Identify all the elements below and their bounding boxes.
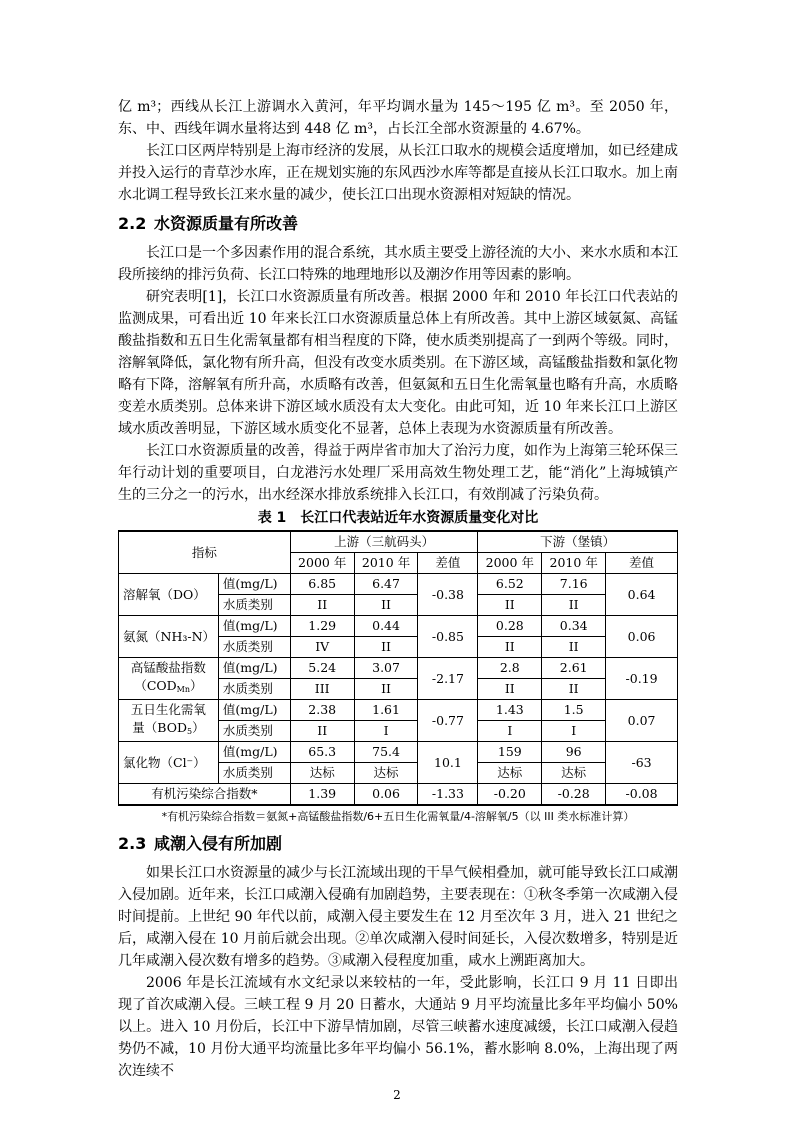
paragraph: 长江口是一个多因素作用的混合系统，其水质主要受上游径流的大小、来水水质和本江段所接纳的排污负荷、长江口特殊的地理地形以及潮汐作用等因素的影响。 bbox=[118, 245, 678, 283]
paragraph: 亿 m³；西线从长江上游调水入黄河，年平均调水量为 145～195 亿 m³。至 2050 年，东、中、西线年调水量将达到 448 亿 m³，占长江全部水资源量的 4.67%。 bbox=[118, 99, 678, 137]
row-subtype: 值(mg/L) bbox=[218, 700, 290, 721]
table-cell: 0.64 bbox=[606, 574, 678, 616]
page-number: 2 bbox=[393, 1088, 401, 1102]
row-subtype: 水质类别 bbox=[218, 679, 290, 700]
table-cell: II bbox=[354, 637, 418, 658]
row-name bbox=[119, 700, 219, 742]
table-cell: 1.5 bbox=[542, 700, 606, 721]
table-cell: -0.08 bbox=[606, 784, 678, 806]
row-subtype: 水质类别 bbox=[218, 763, 290, 784]
table-cell: 3.07 bbox=[354, 658, 418, 679]
table-cell: 达标 bbox=[478, 763, 542, 784]
table-cell: 2.61 bbox=[542, 658, 606, 679]
table-cell: 159 bbox=[478, 742, 542, 763]
row-name: 氯化物（Cl⁻） bbox=[119, 742, 219, 784]
row-name: 溶解氧（DO） bbox=[119, 574, 219, 616]
table-cell: 96 bbox=[542, 742, 606, 763]
section-title: 咸潮入侵有所加剧 bbox=[154, 834, 283, 853]
paragraph: 研究表明[1]，长江口水资源质量有所改善。根据 2000 年和 2010 年长江口代表站的监测成果，可看出近 10 年来长江口水资源质量总体上有所改善。其中上游区域氨氮、高锰酸盐指数和五日生化需氧量都有相当程度的下降，使水质类别提高了一到两个等级。同时，溶解氧降低，氯化物有所升高，但没有改变水质类别。在下游区域，高锰酸盐指数和氯化物略有下降，溶解氧有所升高，水质略有改善，但氨氮和五日生化需氧量也略有升高，水质略变差水质类别。总体来讲下游区域水质没有太大变化。由此可知，近 10 年来长江口上游区域水质改善明显，下游区域水质变化不显著，总体上表现为水资源质量有所改善。 bbox=[118, 289, 678, 437]
row-subtype: 值(mg/L) bbox=[218, 616, 290, 637]
table-cell: 0.34 bbox=[542, 616, 606, 637]
paragraph: 2006 年是长江流域有水文纪录以来较枯的一年，受此影响，长江口 9 月 11 日即出现了首次咸潮入侵。三峡工程 9 月 20 日蓄水，大通站 9 月平均流量比多年平均偏小 50%以上。进入 10 月份后，长江中下游旱情加剧，尽管三峡蓄水速度减缓，长江口咸潮入侵趋势仍不减，10 月份大通平均流量比多年平均偏小 56.1%，蓄水影响 8.0%，上海出现了两次连续不 bbox=[118, 975, 678, 1079]
table-cell: -0.85 bbox=[418, 616, 478, 658]
table-cell: II bbox=[478, 679, 542, 700]
row-name bbox=[119, 658, 219, 700]
header-diff: 差值 bbox=[606, 553, 678, 574]
table-title: 表 1 长江口代表站近年水资源质量变化对比 bbox=[257, 510, 539, 526]
table-cell: 2.38 bbox=[290, 700, 354, 721]
row-subtype: 水质类别 bbox=[218, 595, 290, 616]
row-name: 氨氮（NH₃-N） bbox=[119, 616, 219, 658]
row-subtype: 值(mg/L) bbox=[218, 658, 290, 679]
section-heading bbox=[118, 212, 678, 236]
section-heading bbox=[118, 832, 678, 856]
table-cell: 1.39 bbox=[290, 784, 354, 806]
table-cell: 0.06 bbox=[606, 616, 678, 658]
table-cell: 达标 bbox=[542, 763, 606, 784]
table-cell: 7.16 bbox=[542, 574, 606, 595]
table-cell: III bbox=[290, 679, 354, 700]
table-cell: II bbox=[290, 721, 354, 742]
table-cell: 6.85 bbox=[290, 574, 354, 595]
table-cell: -0.28 bbox=[542, 784, 606, 806]
table-cell: II bbox=[542, 679, 606, 700]
table-cell: 75.4 bbox=[354, 742, 418, 763]
table-cell: I bbox=[542, 721, 606, 742]
table-cell: 5.24 bbox=[290, 658, 354, 679]
row-subtype: 值(mg/L) bbox=[218, 742, 290, 763]
row-subtype: 水质类别 bbox=[218, 637, 290, 658]
header-upstream: 上游（三航码头） bbox=[290, 531, 478, 553]
table-cell: I bbox=[478, 721, 542, 742]
header-year: 2010 年 bbox=[542, 553, 606, 574]
table-cell: 65.3 bbox=[290, 742, 354, 763]
header-downstream: 下游（堡镇） bbox=[478, 531, 678, 553]
row-subtype: 水质类别 bbox=[218, 721, 290, 742]
table-cell: II bbox=[290, 595, 354, 616]
row-name-line: ） bbox=[192, 719, 205, 735]
table-cell: IV bbox=[290, 637, 354, 658]
table-cell: II bbox=[354, 595, 418, 616]
section-number: 2.3 bbox=[118, 834, 147, 853]
table-cell: 0.07 bbox=[606, 700, 678, 742]
table-cell: 6.47 bbox=[354, 574, 418, 595]
table-cell: -63 bbox=[606, 742, 678, 784]
paragraph: 如果长江口水资源量的减少与长江流域出现的干旱气候相叠加，就可能导致长江口咸潮入侵加剧。近年来，长江口咸潮入侵确有加剧趋势，主要表现在：①秋冬季第一次咸潮入侵时间提前。上世纪 90 年代以前，咸潮入侵主要发生在 12 月至次年 3 月，进入 21 世纪之后，咸潮入侵在 10 月前后就会出现。②单次咸潮入侵时间延长，入侵次数增多，特别是近几年咸潮入侵次数有增多的趋势。③咸潮入侵程度加重，咸水上溯距离加大。 bbox=[118, 865, 678, 969]
table-cell: 1.43 bbox=[478, 700, 542, 721]
table-cell: -2.17 bbox=[418, 658, 478, 700]
paragraph: 长江口水资源质量的改善，得益于两岸省市加大了治污力度，如作为上海第三轮环保三年行动计划的重要项目，白龙港污水处理厂采用高效生物处理工艺，能“消化”上海城镇产生的三分之一的污水，出水经深水排放系统排入长江口，有效削减了污染负荷。 bbox=[118, 443, 678, 503]
table-cell: II bbox=[542, 595, 606, 616]
table-cell: -1.33 bbox=[418, 784, 478, 806]
table-cell: I bbox=[354, 721, 418, 742]
header-year: 2000 年 bbox=[290, 553, 354, 574]
section-title: 水资源质量有所改善 bbox=[154, 214, 299, 233]
table-cell: 1.61 bbox=[354, 700, 418, 721]
table-cell: 1.29 bbox=[290, 616, 354, 637]
table-cell: 0.06 bbox=[354, 784, 418, 806]
section-number: 2.2 bbox=[118, 214, 147, 233]
summary-name: 有机污染综合指数* bbox=[119, 784, 291, 806]
row-name-line: 五日生化需氧 bbox=[130, 701, 206, 717]
row-name-line: 高锰酸盐指数 bbox=[130, 659, 206, 675]
table-cell: 0.28 bbox=[478, 616, 542, 637]
row-subtype: 值(mg/L) bbox=[218, 574, 290, 595]
table-cell: II bbox=[542, 637, 606, 658]
row-name-line: （COD bbox=[134, 677, 177, 693]
table-cell: 6.52 bbox=[478, 574, 542, 595]
table-cell: -0.38 bbox=[418, 574, 478, 616]
table-cell: -0.19 bbox=[606, 658, 678, 700]
subscript: Mn bbox=[176, 684, 191, 694]
table-cell: 0.44 bbox=[354, 616, 418, 637]
table-cell: 达标 bbox=[354, 763, 418, 784]
subscript: 5 bbox=[186, 726, 193, 736]
row-name-line: 量（BOD bbox=[132, 719, 187, 735]
table-cell: II bbox=[478, 637, 542, 658]
header-year: 2000 年 bbox=[478, 553, 542, 574]
table-cell: -0.77 bbox=[418, 700, 478, 742]
paragraph: 长江口区两岸特别是上海市经济的发展，从长江口取水的规模会适度增加，如已经建成并投入运行的青草沙水库，正在规划实施的东风西沙水库等都是直接从长江口取水。加上南水北调工程导致长江来水量的减少，使长江口出现水资源相对短缺的情况。 bbox=[118, 143, 678, 203]
table-cell: II bbox=[354, 679, 418, 700]
document-page bbox=[118, 96, 678, 1082]
table-cell: 2.8 bbox=[478, 658, 542, 679]
header-diff: 差值 bbox=[418, 553, 478, 574]
header-year: 2010 年 bbox=[354, 553, 418, 574]
table-cell: 达标 bbox=[290, 763, 354, 784]
table-cell: -0.20 bbox=[478, 784, 542, 806]
water-quality-table bbox=[118, 530, 678, 806]
table-cell: 10.1 bbox=[418, 742, 478, 784]
table-cell: II bbox=[478, 595, 542, 616]
row-name-line: ） bbox=[190, 677, 203, 693]
table-note: *有机污染综合指数＝氨氮+高锰酸盐指数/6+五日生化需氧量/4-溶解氧/5（以 III 类水标准计算） bbox=[161, 810, 635, 823]
header-indicator: 指标 bbox=[119, 531, 291, 574]
